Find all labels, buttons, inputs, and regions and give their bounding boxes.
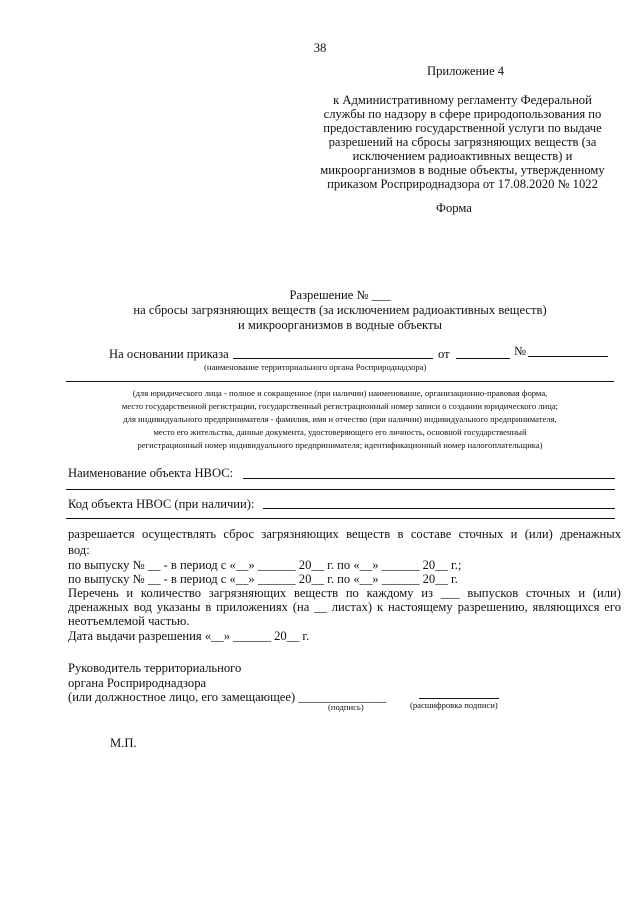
permit-title-line1: Разрешение № ___ [289, 288, 391, 302]
object-name-label: Наименование объекта НВОС: [68, 466, 234, 480]
appendix-line: микроорганизмов в водные объекты, утвержденному [320, 163, 605, 177]
stamp-label: М.П. [110, 736, 137, 750]
signature-line1: Руководитель территориального [68, 661, 242, 675]
signature-line2: органа Росприроднадзора [68, 676, 207, 690]
appendix-line: приказом Росприроднадзора от 17.08.2020 № 1022 [327, 177, 598, 191]
basis-from: от [438, 347, 450, 361]
object-name-blank [243, 478, 615, 479]
applicant-caption-line: регистрационный номер индивидуального предпринимателя; идентификационный номер налогоплательщика) [137, 440, 543, 450]
object-code-blank-2 [66, 518, 615, 519]
appendix-line: исключением радиоактивных веществ) и [352, 149, 573, 163]
list-line3: неотъемлемой частью. [68, 614, 190, 628]
applicant-caption-line: (для юридического лица - полное и сокращенное (при наличии) наименование, организационно-правовая форма, [132, 388, 548, 398]
permit-title-line2: на сбросы загрязняющих веществ (за исключением радиоактивных веществ) [133, 303, 547, 317]
allowed-line1: разрешается осуществлять сброс загрязняющих веществ в составе сточных и (или) дренажных [68, 527, 621, 541]
applicant-caption-line: место его жительства, данные документа, удостоверяющего его личность, основной государственный [153, 427, 527, 437]
appendix-line: службы по надзору в сфере природопользования по [323, 107, 602, 121]
order-number-blank [528, 356, 608, 357]
object-code-blank [263, 508, 615, 509]
appendix-title: Приложение 4 [427, 64, 505, 78]
applicant-blank [66, 381, 614, 382]
signature-line3: (или должностное лицо, его замещающее) ______________ [68, 690, 387, 704]
decode-caption: (расшифровка подписи) [410, 700, 498, 710]
applicant-caption-line: для индивидуального предпринимателя - фамилия, имя и отчество (при наличии) индивидуального предпринимателя, [123, 414, 557, 424]
appendix-line: к Административному регламенту Федеральной [333, 93, 592, 107]
order-name-blank [233, 358, 433, 359]
appendix-line: разрешений на сбросы загрязняющих веществ (за [328, 135, 597, 149]
outlet-2: по выпуску № __ - в период с «__» ______ 20__ г. по «__» ______ 20__ г. [68, 572, 458, 586]
signature-decode-blank [419, 698, 499, 699]
allowed-line2: вод: [68, 543, 90, 557]
permit-title-line3: и микроорганизмов в водные объекты [238, 318, 442, 332]
signature-caption: (подпись) [328, 702, 364, 712]
basis-prefix: На основании приказа [109, 347, 229, 361]
applicant-caption-line: место государственной регистрации, государственный регистрационный номер записи о создании юридического лица; [121, 401, 559, 411]
object-name-blank-2 [66, 489, 615, 490]
appendix-line: предоставлению государственной услуги по выдаче [323, 121, 602, 135]
outlet-1: по выпуску № __ - в период с «__» ______ 20__ г. по «__» ______ 20__ г.; [68, 558, 462, 572]
list-line1: Перечень и количество загрязняющих веществ по каждому из ___ выпусков сточных и (или) [68, 586, 621, 600]
form-label: Форма [436, 201, 472, 215]
issue-date: Дата выдачи разрешения «__» ______ 20__ г. [68, 629, 310, 643]
appendix-text [300, 93, 625, 191]
order-date-blank [456, 358, 510, 359]
applicant-caption [50, 388, 630, 450]
page-number: 38 [313, 41, 327, 55]
basis-caption: (наименование территориального органа Росприроднадзора) [204, 362, 427, 372]
list-line2: дренажных вод указаны в приложениях (на __ листах) к настоящему разрешению, являющихся его [68, 600, 621, 614]
object-code-label: Код объекта НВОС (при наличии): [68, 497, 255, 511]
basis-number: № [514, 344, 527, 358]
